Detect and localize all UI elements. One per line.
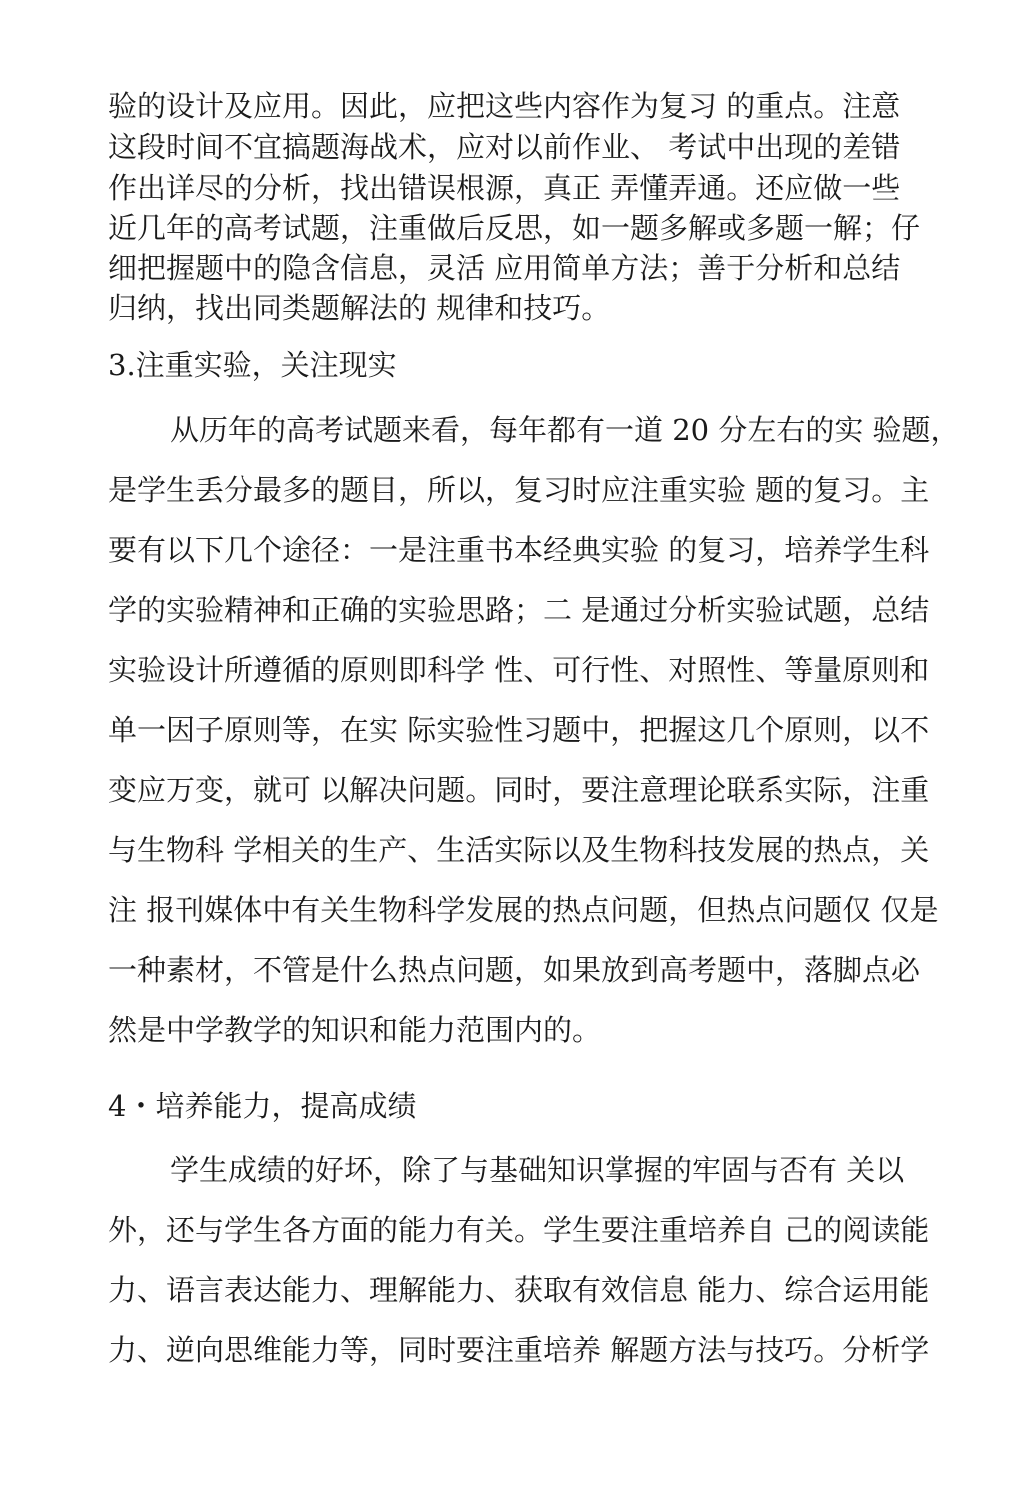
paragraph-line: 验的设计及应用。因此，应把这些内容作为复习 的重点。注意 bbox=[108, 89, 901, 123]
paragraph-line: 单一因子原则等，在实 际实验性习题中，把握这几个原则，以不 bbox=[108, 713, 930, 747]
paragraph-line: 学生成绩的好坏，除了与基础知识掌握的牢固与否有 关以 bbox=[170, 1153, 905, 1187]
paragraph-line: 从历年的高考试题来看，每年都有一道 20 分左右的实 验题， bbox=[170, 413, 960, 447]
paragraph-line: 然是中学教学的知识和能力范围内的。 bbox=[108, 1013, 602, 1047]
paragraph-line: 这段时间不宜搞题海战术，应对以前作业、 考试中出现的差错 bbox=[108, 130, 901, 164]
paragraph-line: 力、逆向思维能力等，同时要注重培养 解题方法与技巧。分析学 bbox=[108, 1333, 930, 1367]
paragraph-line: 外，还与学生各方面的能力有关。学生要注重培养自 己的阅读能 bbox=[108, 1213, 930, 1247]
paragraph-line: 近几年的高考试题，注重做后反思，如一题多解或多题一解；仔 bbox=[108, 211, 921, 245]
paragraph-line: 是学生丢分最多的题目，所以，复习时应注重实验 题的复习。主 bbox=[108, 473, 930, 507]
section-heading-4: 4・培养能力，提高成绩 bbox=[108, 1089, 417, 1123]
paragraph-line: 与生物科 学相关的生产、生活实际以及生物科技发展的热点，关 bbox=[108, 833, 930, 867]
paragraph-line: 归纳，找出同类题解法的 规律和技巧。 bbox=[108, 291, 611, 325]
paragraph-line: 学的实验精神和正确的实验思路；二 是通过分析实验试题，总结 bbox=[108, 593, 930, 627]
paragraph-line: 作出详尽的分析，找出错误根源，真正 弄懂弄通。还应做一些 bbox=[108, 171, 901, 205]
paragraph-line: 要有以下几个途径：一是注重书本经典实验 的复习，培养学生科 bbox=[108, 533, 930, 567]
paragraph-line: 变应万变，就可 以解决问题。同时，要注意理论联系实际，注重 bbox=[108, 773, 930, 807]
paragraph-line: 注 报刊媒体中有关生物科学发展的热点问题，但热点问题仅 仅是 bbox=[108, 893, 939, 927]
section-heading-3: 3.注重实验，关注现实 bbox=[108, 348, 397, 382]
paragraph-line: 实验设计所遵循的原则即科学 性、可行性、对照性、等量原则和 bbox=[108, 653, 930, 687]
paragraph-line: 力、语言表达能力、理解能力、获取有效信息 能力、综合运用能 bbox=[108, 1273, 930, 1307]
paragraph-line: 细把握题中的隐含信息，灵活 应用简单方法；善于分析和总结 bbox=[108, 251, 901, 285]
paragraph-line: 一种素材，不管是什么热点问题，如果放到高考题中，落脚点必 bbox=[108, 953, 921, 987]
